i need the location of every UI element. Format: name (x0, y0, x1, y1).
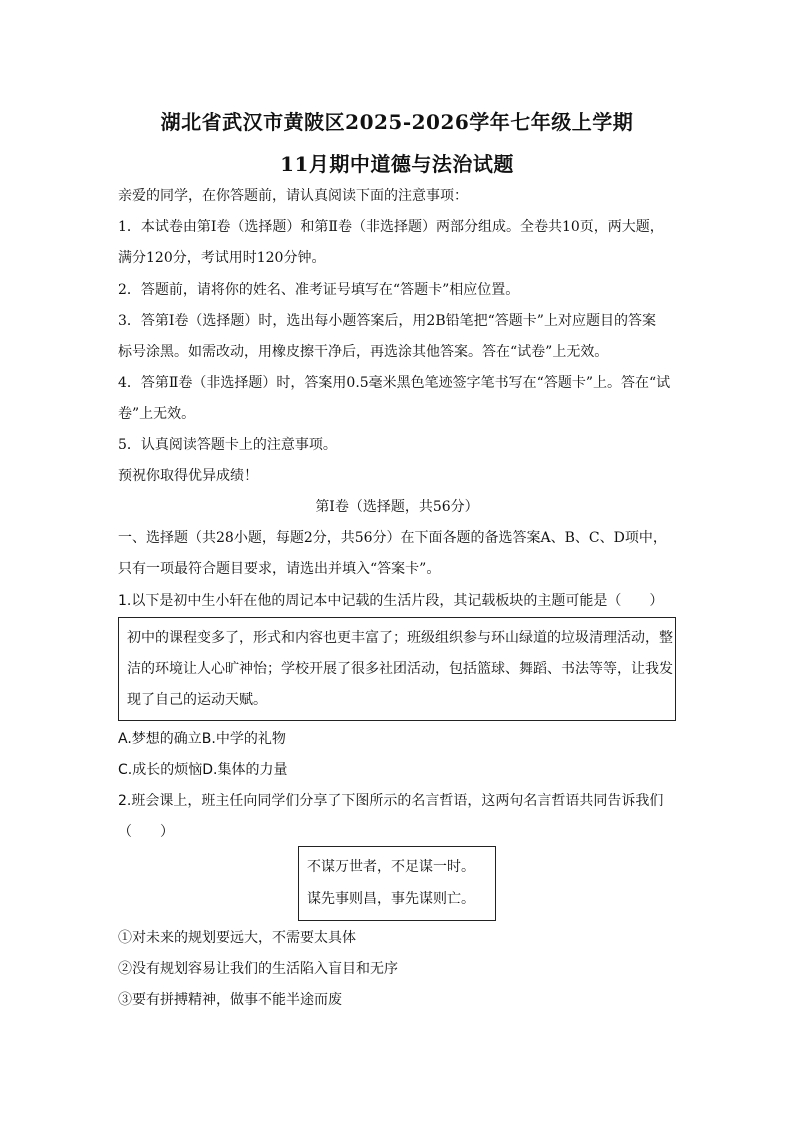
question-2-option-2: ②没有规划容易让我们的生活陷入盲目和无序 (118, 961, 398, 977)
instruction-item-3a: 3．答第Ⅰ卷（选择题）时，选出每小题答案后，用2B铅笔把“答题卡”上对应题目的答案 (118, 313, 656, 329)
instruction-item-3b: 标号涂黑。如需改动，用橡皮擦干净后，再选涂其他答案。答在“试卷”上无效。 (118, 344, 609, 360)
instruction-item-4b: 卷”上无效。 (118, 406, 196, 422)
question-1-stem: 1.以下是初中生小轩在他的周记本中记载的生活片段，其记载板块的主题可能是（ ） (118, 593, 664, 609)
quote-line-2: 谋先事则昌，事先谋则亡。 (307, 891, 475, 907)
instruction-item-1b: 满分120分，考试用时120分钟。 (118, 250, 326, 266)
instructions-greeting: 亲爱的同学，在你答题前，请认真阅读下面的注意事项： (118, 188, 468, 204)
passage-line-2: 洁的环境让人心旷神怡；学校开展了很多社团活动，包括篮球、舞蹈、书法等等，让我发 (127, 661, 673, 677)
instruction-item-4a: 4．答第Ⅱ卷（非选择题）时，答案用0.5毫米黑色笔迹签字笔书写在“答题卡”上。答在“试 (118, 375, 671, 391)
quote-line-1: 不谋万世者，不足谋一时。 (307, 859, 475, 875)
part1-heading: 第Ⅰ卷（选择题，共56分） (315, 499, 479, 515)
question-1-options-cd: C.成长的烦恼D.集体的力量 (118, 762, 288, 778)
passage-line-1: 初中的课程变多了，形式和内容也更丰富了；班级组织参与环山绿道的垃圾清理活动，整 (127, 630, 673, 646)
section-instructions-b: 只有一项最符合题目要求，请选出并填入“答案卡”。 (118, 561, 441, 577)
question-1-options-ab: A.梦想的确立B.中学的礼物 (118, 731, 286, 747)
question-2-stem-b: （ ） (118, 824, 174, 840)
section-instructions-a: 一、选择题（共28小题，每题2分，共56分）在下面各题的备选答案A、B、C、D项中， (118, 530, 667, 546)
passage-line-3: 现了自己的运动天赋。 (127, 692, 267, 708)
instruction-item-2: 2．答题前，请将你的姓名、准考证号填写在“答题卡”相应位置。 (118, 282, 520, 298)
question-2-stem-a: 2.班会课上，班主任向同学们分享了下图所示的名言哲语，这两句名言哲语共同告诉我们 (118, 793, 664, 809)
instruction-item-1a: 1．本试卷由第Ⅰ卷（选择题）和第Ⅱ卷（非选择题）两部分组成。全卷共10页，两大题， (118, 219, 664, 235)
exam-title-line1: 湖北省武汉市黄陂区2025-2026学年七年级上学期 (160, 110, 634, 134)
question-1-passage-box (118, 617, 676, 721)
question-2-option-1: ①对未来的规划要远大，不需要太具体 (118, 930, 356, 946)
question-2-option-3: ③要有拼搏精神，做事不能半途而废 (118, 992, 342, 1008)
exam-title-line2: 11月期中道德与法治试题 (280, 152, 514, 176)
instruction-item-5: 5．认真阅读答题卡上的注意事项。 (118, 437, 337, 453)
good-luck-wish: 预祝你取得优异成绩！ (118, 468, 258, 484)
quote-box (298, 846, 496, 921)
